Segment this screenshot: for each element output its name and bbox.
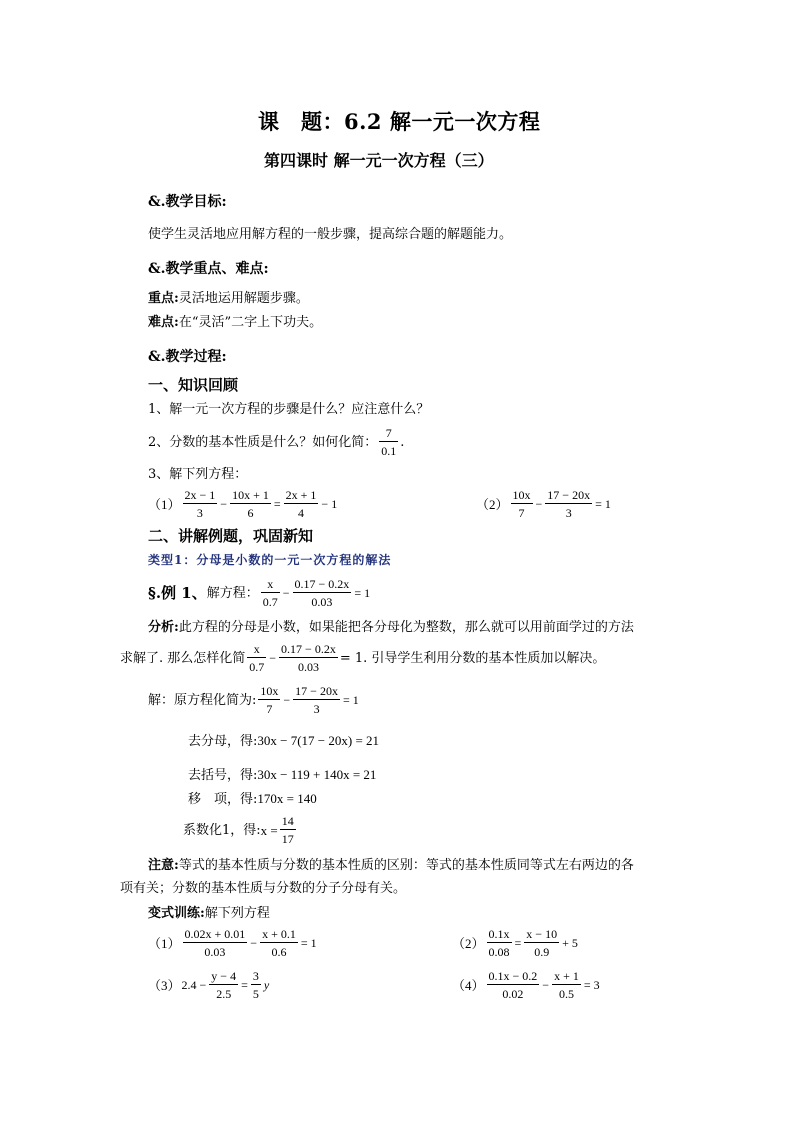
review-question-3: 3、解下列方程： [148,467,248,482]
q2-fraction: $\frac{7}{0.1}$ [381,426,397,458]
examples-title: 二、讲解例题，巩固新知 [148,527,314,545]
solution-step-4: 系数化1，得: x = $\frac{14}{17}$ [183,814,294,846]
analysis-label: 分析: [148,620,179,635]
fraction: $\frac{0.02x + 0.01}{0.03}$ [184,927,246,959]
fraction: $\frac{0.1x - 0.2}{0.02}$ [488,969,538,1001]
type-1-heading: 类型1：分母是小数的一元一次方程的解法 [148,553,392,567]
solution-equation: $\frac{10x}{7}$ − $\frac{17 - 20x}{3}$ = 1 [260,684,359,716]
q2-prefix: 2、分数的基本性质是什么？如何化简： [148,434,378,450]
key-point-line [148,292,309,305]
note-line-2: 项有关；分数的基本性质与分数的分子分母有关。 [120,881,407,896]
practice-2: （2） $\frac{0.1x}{0.08}$ = $\frac{x - 10}{0.9}$ + 5 [452,927,578,959]
solution-step-2: 去括号，得:30x − 119 + 140x = 21 [188,767,377,783]
equation-2: （2） $\frac{10x}{7}$ − $\frac{17 - 20x}{3}$ = 1 [476,488,611,520]
fraction: $\frac{0.1x}{0.08}$ [488,927,510,959]
analysis-line-1: 分析:此方程的分母是小数，如果能把各分母化为整数，那么就可以用前面学过的方法 [148,620,634,635]
fraction: $\frac{10x + 1}{6}$ [232,488,269,520]
note-line-1: 注意:等式的基本性质与分数的基本性质的区别：等式的基本性质同等式左右两边的各 [148,858,634,873]
practice-heading: 变式训练:解下列方程 [148,906,270,921]
fraction: $\frac{14}{17}$ [281,814,294,846]
fraction: $\frac{0.17 - 0.2x}{0.03}$ [294,577,350,609]
fraction: $\frac{y - 4}{2.5}$ [211,969,237,1001]
fraction: $\frac{3}{5}$ [252,969,259,1001]
practice-3: （3） 2.4 − $\frac{y - 4}{2.5}$ = $\frac{3}{5}$ y [148,969,270,1001]
fraction: $\frac{x + 0.1}{0.6}$ [262,927,296,959]
fraction: $\frac{17 - 20x}{3}$ [547,488,591,520]
analysis-equation: $\frac{x}{0.7}$ − $\frac{0.17 - 0.2x}{0.03}$ [249,642,336,674]
key-text: 灵活地运用解题步骤。 [178,291,309,306]
review-title: 一、知识回顾 [148,376,239,394]
review-question-2 [148,427,404,457]
fraction: $\frac{10x}{7}$ [260,684,279,716]
objectives-heading: &.教学目标: [148,194,227,210]
process-heading: &.教学过程: [148,349,227,365]
fraction: $\frac{x}{0.7}$ [262,577,278,609]
hard-point-line [148,316,322,329]
example-1-equation: $\frac{x}{0.7}$ − $\frac{0.17 - 0.2x}{0.03}$ = 1 [262,577,371,609]
hard-text: 在“灵活”二字上下功夫。 [178,315,323,330]
solution-step-3: 移 项，得:170x = 140 [188,791,317,807]
analysis-line-2: 求解了. 那么怎样化简 $\frac{x}{0.7}$ − $\frac{0.17 - 0.2x}{0.03}$ = 1. 引导学生利用分数的基本性质加以解决。 [120,642,606,674]
fraction: $\frac{10x}{7}$ [512,488,531,520]
practice-1: （1） $\frac{0.02x + 0.01}{0.03}$ − $\frac{x + 0.1}{0.6}$ = 1 [148,927,317,959]
fraction: $\frac{x}{0.7}$ [249,642,265,674]
review-question-1: 1、解一元一次方程的步骤是什么？应注意什么？ [148,402,430,417]
fraction: $\frac{2x + 1}{4}$ [285,488,317,520]
practice-label: 变式训练: [148,906,205,921]
hard-label: 难点: [148,315,179,330]
solution-step-1: 去分母，得:30x − 7(17 − 20x) = 21 [188,733,380,749]
key-label: 重点: [148,291,179,306]
fraction: $\frac{17 - 20x}{3}$ [295,684,338,716]
objectives-text: 使学生灵活地应用解方程的一般步骤，提高综合题的解题能力。 [148,227,513,242]
note-label: 注意: [148,858,179,873]
lesson-subtitle: 第四课时 解一元一次方程（三） [264,151,494,170]
fraction: $\frac{2x - 1}{3}$ [184,488,216,520]
q2-suffix: . [400,434,405,450]
equation-1: （1） $\frac{2x - 1}{3}$ − $\frac{10x + 1}{6}$ = $\frac{2x + 1}{4}$ − 1 [148,488,338,520]
example-1: §.例 1、 解方程： $\frac{x}{0.7}$ − $\frac{0.17 - 0.2x}{0.03}$ = 1 [148,577,371,609]
key-points-heading: &.教学重点、难点: [148,261,269,277]
solution-line: 解：原方程化简为: $\frac{10x}{7}$ − $\frac{17 - 20x}{3}$ = 1 [148,684,359,716]
fraction: $\frac{x + 1}{0.5}$ [554,969,579,1001]
example-1-label: §.例 1、 [148,583,207,602]
practice-4: （4） $\frac{0.1x - 0.2}{0.02}$ − $\frac{x + 1}{0.5}$ = 3 [452,969,600,1001]
lesson-title: 课 题：6.2 解一元一次方程 [258,109,541,134]
fraction: $\frac{x - 10}{0.9}$ [526,927,558,959]
fraction: $\frac{0.17 - 0.2x}{0.03}$ [281,642,336,674]
